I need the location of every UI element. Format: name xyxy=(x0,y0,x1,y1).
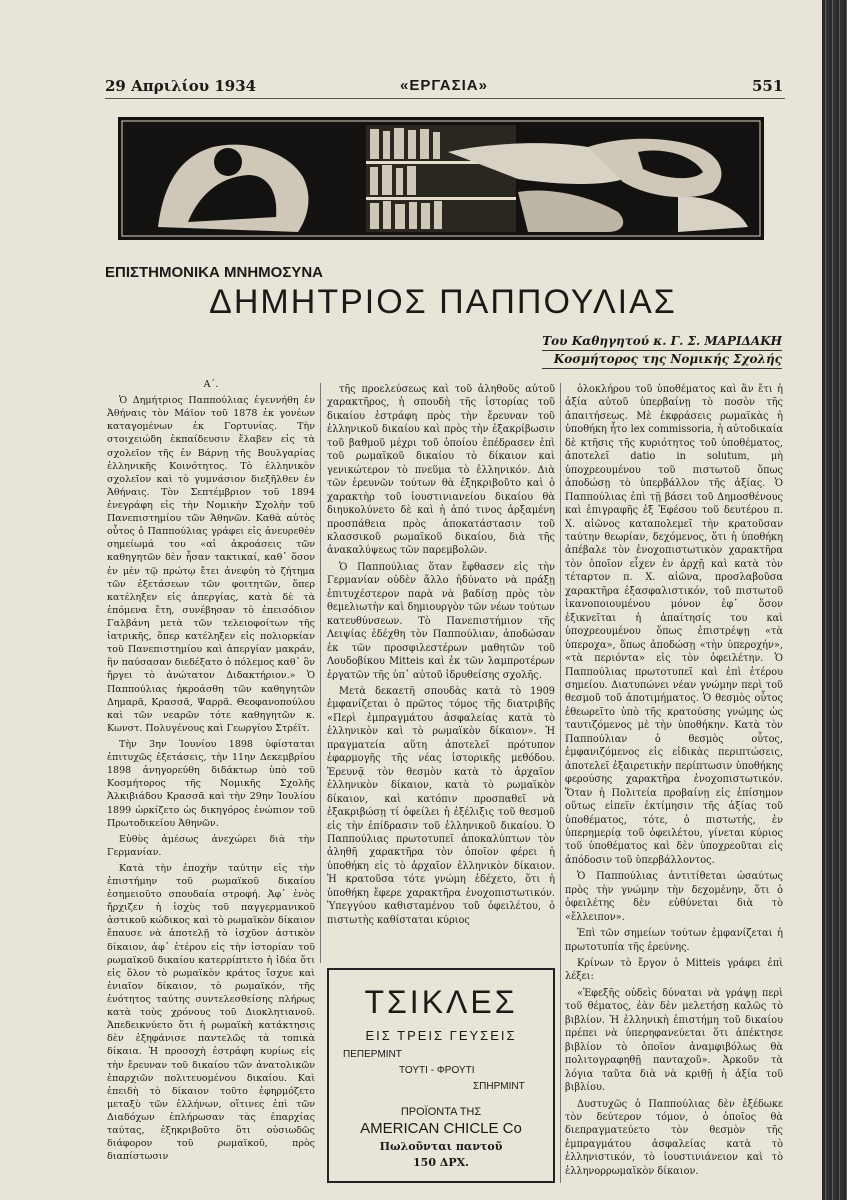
ad-availability: Πωλοῦνται παντοῦ xyxy=(379,1140,503,1153)
paragraph: Μετὰ δεκαετῆ σπουδὰς κατὰ τὸ 1909 ἐμφανίζεται ὁ πρῶτος τόμος τῆς διατριβῆς «Περὶ ἐμπραγμάτου ἀσφαλείας κατὰ τὸ ἑλληνικὸν καὶ τὸ ρωμαϊκὸν δίκαιον». Ἡ πραγματεία αὕτη ἀποτελεῖ πρότυπον ἐφαρμογῆς τῆς νέας ἱστορικῆς μεθόδου. Ἐρευνᾷ τὸν θεσμὸν κατὰ τὸ ἀρχαῖον ἑλληνικὸν δίκαιον, κατὰ τὸ ρωμαϊκὸν δίκαιον, καὶ κατόπιν προσπαθεῖ νὰ ἐξακριβώσῃ τί ὀφείλει ἡ ἐξέλιξις τοῦ θεσμοῦ εἰς τὴν ἐπίδρασιν τοῦ ἑλληνικοῦ δικαίου. Ὁ Παππούλιας πρωτοτυπεῖ ἀποκαλύπτων τὸν ἀληθῆ χαρακτῆρα τὸν ὁποῖον φέρει ἡ ὑποθήκη εἰς τὸ ἀρχαῖον ἑλληνικὸν δίκαιον. Ἡ κρατοῦσα τότε γνώμη ἐδέχετο, ὅτι ἡ ὑποθήκη ἔφερε χαρακτῆρα ἐνοχοπιστωτικόν. Ὑπεγγύου καθισταμένου τοῦ ὀφειλέτου, ὁ πιστωτὴς καθίσταται κύριος xyxy=(327,685,555,926)
paragraph: τῆς προελεύσεως καὶ τοῦ ἀληθοῦς αὐτοῦ χαρακτῆρος, ἡ σπουδὴ τῆς ἱστορίας τοῦ δικαίου ἐστράφη πρὸς τὴν ἔρευναν τοῦ ἑλληνικοῦ δικαίου καὶ πρὸς τὴν ἐξακρίβωσιν τοῦ βαθμοῦ μέχρι τοῦ ὁποίου ἐπέδρασεν ἐπὶ τοῦ ρωμαϊκοῦ δικαίου τὸ δίκαιον καὶ γενικώτερον τὸ πνεῦμα τὸ ἑλληνικόν. Διὰ τῶν ἐρευνῶν τούτων θὰ ἐξηκριβοῦτο καὶ ὁ χαρακτὴρ τοῦ ἰουστινιανείου δικαίου θὰ διηυκολύνετο δὲ καὶ ἡ ἀπό τινος ἀρξαμένη προσπάθεια πρὸς ἀποκατάστασιν τοῦ κλασσικοῦ ρωμαϊκοῦ δικαίου, διὰ τῆς ἀνακαλύψεως τῶν παρεμβολῶν. xyxy=(327,384,555,557)
ad-price: 150 ΔΡΧ. xyxy=(413,1156,469,1169)
ad-flavor: ΣΠΗΡΜΙΝΤ xyxy=(473,1081,525,1092)
paragraph: Ὁ Δημήτριος Παππούλιας ἐγεννήθη ἐν Ἀθήναις τὸν Μάϊον τοῦ 1878 ἐκ γονέων καταγομένων ἐκ Γορτυνίας. Τὴν στοιχειώδη ἐκπαίδευσιν ἔλαβεν εἰς τὰ σχολεῖον τῆς ἐν Βάρνῃ τῆς Βουλγαρίας ἑλληνικῆς Κοινότητος. Τὸ ἑλληνικὸν σχολεῖον καὶ τὸ γυμνάσιον διεξῆλθεν ἐν Ἀθήναις. Τὸν Σεπτέμβριον τοῦ 1894 ἐνεγράφη εἰς τὴν Νομικὴν Σχολὴν τοῦ Πανεπιστημίου τῶν Ἀθηνῶν. Καθὰ αὐτὸς οὗτος ὁ Παππούλιας γράφει εἰς ἀνευρεθὲν σημείωμά του «αἱ ἀκροάσεις τῶν καθηγητῶν δὲν ἦσαν τακτικαί, καθ᾿ ὅσον ἐν μὲν τῷ πρώτῳ ἔτει ἀνεφύη τὸ ζήτημα τῶν ἐξετάσεων τῶν φοιτητῶν, ὅπερ κατέληξεν εἰς ἀπεργίας, κατὰ δὲ τὰ ἑπόμενα ἔτη, συνέβησαν τὸ ἐπεισόδιον Γαλβάνη μετὰ τῶν τελειοφοίτων τῆς ἰατρικῆς, ὅπερ κατέληξεν εἰς πολιορκίαν τοῦ Πανεπιστημίου καὶ ἀπεργίαν μακράν, ἣν παύσασαν διεδέξατο ὁ πόλεμος καθ᾿ ὃν ἤργει τὸ ἀνώτατον Διδακτήριον.» Ὁ Παππούλιας ἠκροάσθη τῶν καθηγητῶν Δημαρᾶ, Κρασσᾶ, Ψαρρᾶ. Θεοφανοπούλου καὶ τῶν νεαρῶν τότε καθηγητῶν κ. Κωνστ. Πολυγένους καὶ Γεωργίου Στρέϊτ. xyxy=(107,395,315,734)
paragraph: Ὁ Παππούλιας ἀντιτίθεται ὡσαύτως πρὸς τὴν γνώμην τὴν δεχομένην, ὅτι ὁ ὀφειλέτης δὲν εὐθύνεται διὰ τὸ «ἔλλειπον». xyxy=(565,871,783,923)
byline-author: Του Καθηγητού κ. Γ. Σ. ΜΑΡΙΔΑΚΗ xyxy=(542,333,782,351)
banner-illustration xyxy=(118,117,764,240)
paragraph: Κρίνων τὸ ἔργον ὁ Mitteis γράφει ἐπὶ λέξει: xyxy=(565,958,783,983)
paragraph: Δυστυχῶς ὁ Παππούλιας δὲν ἐξέδωκε τὸν δεύτερον τόμον, ὁ ὁποῖος θὰ διεπραγματεύετο τὸν θεσμὸν τῆς ἐμπραγμάτου ἀσφαλείας κατὰ τὸ ἑλληνιστικόν, τὸ ἰουστινιάνειον καὶ τὸ ἑλληνορρωμαϊκὸν δίκαιον. xyxy=(565,1098,783,1177)
paragraph: Ἐπὶ τῶν σημείων τούτων ἐμφανίζεται ἡ πρωτοτυπία τῆς ἐρεύνης. xyxy=(565,928,783,953)
quote-paragraph: «Ἐφεξῆς οὐδεὶς δύναται νὰ γράψῃ περὶ τοῦ θέματος, ἐὰν δὲν μελετήσῃ καλῶς τὸ βιβλίον. Ἡ ἑλληνικὴ ἐπιστήμη τοῦ δικαίου πρέπει νὰ ὑπερηφανεύεται ὅτι ἀπέκτησε βιβλίον τὸ ὁποῖον ἀναμφιβόλως θὰ πολιτογραφηθῇ πανταχοῦ». Ἀρκοῦν τὰ λόγια ταῦτα διὰ νὰ κριθῇ ἡ ἀξία τοῦ βιβλίου. xyxy=(565,987,783,1094)
column-divider xyxy=(320,383,321,963)
ad-flavor: ΠΕΠΕΡΜΙΝΤ xyxy=(343,1049,402,1060)
byline-position: Κοσμήτορος της Νομικής Σχολής xyxy=(542,351,782,369)
header-rule xyxy=(105,98,785,99)
ad-company: AMERICAN CHICLE Co xyxy=(360,1120,522,1137)
ad-tagline: ΕΙΣ ΤΡΕΙΣ ΓΕΥΣΕΙΣ xyxy=(365,1028,517,1043)
part-heading: Α΄. xyxy=(203,379,219,390)
paragraph: Τὴν 3ην Ἰουνίου 1898 ὑφίσταται ἐπιτυχῶς ἐξετάσεις, τὴν 11ην Δεκεμβρίου 1898 ἀνηγορεύθη διδάκτωρ ὑπὸ τοῦ Κοσμήτορος τῆς Νομικῆς Σχολῆς Ἀλκιβιάδου Κρασσᾶ καὶ τὴν 29ην Ἰουλίου 1899 ὡρκίζετο ὡς δικηγόρος ἐνώπιον τοῦ Πρωτοδικείου Ἀθηνῶν. xyxy=(107,738,315,829)
article-title: ΔΗΜΗΤΡΙΟΣ ΠΑΠΠΟΥΛΙΑΣ xyxy=(209,283,677,321)
page-edge xyxy=(822,0,847,1200)
ad-brand: ΤΣΙΚΛΕΣ xyxy=(364,984,518,1020)
article-column-1 xyxy=(107,378,315,1163)
paragraph: Ὁ Παππούλιας ὅταν ἔφθασεν εἰς τὴν Γερμανίαν οὐδὲν ἄλλο ἠδύνατο νὰ πράξῃ ἐπιτυχέστερον παρὰ νὰ βαδίσῃ πρὸς τὸν θεμελιωτὴν καὶ δημιουργὸν τῶν νέων τούτων κατευθύνσεων. Τὸ Πανεπιστήμιον τῆς Λειψίας ἐδέχθη τὸν Παππούλιαν, ἀποδώσαν ἐκ τῶν προσφιλεστέρων μαθητῶν τοῦ Λουδοβίκου Mitteis καὶ ἐκ τῶν λαμπροτέρων ἐργατῶν τῆς ὑπ᾿ αὐτοῦ ἱδρυθείσης σχολῆς. xyxy=(327,561,555,681)
paragraph: Κατὰ τὴν ἐποχὴν ταύτην εἰς τὴν ἐπιστήμην τοῦ ρωμαϊκοῦ δικαίου ἐσημειοῦτο σπουδαία στροφή. Ἀφ᾿ ἑνὸς ἤρχιζεν ἡ ἰσχὺς τοῦ παγγερμανικοῦ ἀστικοῦ κώδικος καὶ τὸ ρωμαϊκὸν δίκαιον ἔπαυσε νὰ ἀποτελῇ τὸ ἰσχῦον ἀστικὸν δίκαιον, ἀφ᾿ ἑτέρου εἰς τὴν ἱστορίαν τοῦ ρωμαϊκοῦ δικαίου κατερρίπτετο ἡ ἰδέα ὅτι εἰς ὅλον τὸ ρωμαϊκὸν κράτος ἴσχυε καὶ ἑνιαῖον δίκαιον, τὸ ρωμαϊκόν, τῆς ἑνότητος ταύτης συντελεσθείσης πλήρως κατὰ τοὺς χρόνους τοῦ Διοκλητιανοῦ. Ἀπεδεικνύετο ὅτι ἡ ρωμαϊκὴ κατάκτησις δὲν ἐξηφάνισε παντελῶς τὰ τοπικὰ δίκαια. Ἡ προσοχὴ ἐστράφη κυρίως εἰς τὴν ἔρευναν τοῦ δικαίου τῶν ἀνατολικῶν ἐπαρχιῶν πολιτευομένου δικαίου. Καὶ ἐπειδὴ τὸ δίκαιον τοῦτο ἐφηρμόζετο μεταξὺ τῶν ἑλλήνων, οἵτινες ἐπὶ τῶν Διαδόχων ἐπλήρωσαν τὰς ἐπαρχίας ταύτας, ἐξηκριβοῦτο ὅτι οὐσιωδῶς διάφορον τοῦ ρωμαϊκοῦ, πρὸς διαπίστωσιν xyxy=(107,862,315,1163)
ad-products-label: ΠΡΟΪΟΝΤΑ ΤΗΣ xyxy=(400,1106,482,1118)
page-number: 551 xyxy=(752,77,784,95)
article-column-3 xyxy=(565,383,783,1178)
publication-title: «ΕΡΓΑΣΙΑ» xyxy=(400,77,488,94)
section-title: ΕΠΙΣΤΗΜΟΝΙΚΑ ΜΝΗΜΟΣΥΝΑ xyxy=(105,264,323,281)
ad-flavor: ΤΟΥΤΙ - ΦΡΟΥΤΙ xyxy=(399,1065,475,1076)
paragraph: ὁλοκλήρου τοῦ ὑποθέματος καὶ ἂν ἔτι ἡ ἀξία αὐτοῦ ὑπερβαίνῃ τὸ ποσὸν τῆς ἀπαιτήσεως. Μὲ ἐκφράσεις ρωμαϊκὰς ἡ ὑποθήκη ἦτο lex commissoria, ἡ αὐτοδικαία δὲ κτῆσις τῆς κυριότητος τοῦ ὑποθέματος, ἀποτελεῖ datio in solutum, μὴ ὑποχρεουμένου τοῦ πιστωτοῦ ὅπως ἀποδώσῃ τὸ ὑπερβάλλον τῆς ἀξίας. Ὁ Παππούλιας ἐπὶ τῇ βάσει τοῦ Δημοσθένους καὶ ἐπιγραφῆς ἐξ Ἐφέσου τοῦ δευτέρου π. Χ. αἰῶνος καταπολεμεῖ τὴν κρατοῦσαν ταύτην θεωρίαν, δεχόμενος, ὅτι ἡ ὑποθήκη ἀπέβαλε τὸν ἐνοχοπιστωτικὸν χαρακτῆρα τὸν ὁποῖον εἶχεν ἐν ἀρχῇ καὶ κατὰ τὸν τέταρτον π. Χ. αἰῶνα, προσλαβοῦσα χαρακτῆρα ἐξασφαλιστικόν, τοῦ πιστωτοῦ ἱκανοποιουμένου μόνον ἐφ᾿ ὅσον ἐξικνεῖται ἡ ἀπαίτησίς του καὶ ὑποχρεουμένου ὅπως ἐπιστρέψῃ «τὰ ὑπεροχα», ὅπως ἀποδώσῃ «τὴν ὑπεροχήν», «τὰ περιόντα» εἰς τὸν ὀφειλέτην. Ὁ Παππούλιας πρωτοτυπεῖ καὶ ἐπὶ ἑτέρου σημείου. Διατυπώνει νέαν γνώμην περὶ τοῦ θεσμοῦ τοῦ ἀποτιμήματος. Ὁ θεσμὸς οὗτος ἐθεωρεῖτο ὑπὸ τῆς κρατούσης γνώμης ὡς ταυτιζόμενος μὲ τὴν ὑποθήκην. Κατὰ τὸν Παππούλιαν ὁ θεσμὸς οὗτος, ἐμφανιζόμενος εἰς εἰδικὰς περιπτώσεις, ἀποτελεῖ ἐξαιρετικὴν περίπτωσιν ὑποθήκης φερούσης χαρακτῆρα ἐνοχοπιστωτικόν. Ὅταν ἡ Πολιτεία προβαίνῃ εἰς ἐπίσημον οὕτως εἰπεῖν ἐκτίμησιν τῆς ἀξίας τοῦ ὑποθέματος, τότε, ὁ πιστωτής, ἐν ὑπερημερίᾳ τοῦ ὀφειλέτου, γίνεται κύριος τοῦ ὑποθέματος καὶ δὲν ὑποχρεοῦται εἰς ἀπόδοσιν τοῦ ὑπερβάλλοντος. xyxy=(565,384,783,866)
chewing-gum-advertisement xyxy=(327,968,555,1183)
byline xyxy=(542,333,782,369)
paragraph: Εὐθὺς ἀμέσως ἀνεχώρει διὰ τὴν Γερμανίαν. xyxy=(107,833,315,858)
column-divider xyxy=(560,383,561,1183)
issue-date: 29 Απριλίου 1934 xyxy=(105,77,257,95)
article-column-2 xyxy=(327,383,555,927)
